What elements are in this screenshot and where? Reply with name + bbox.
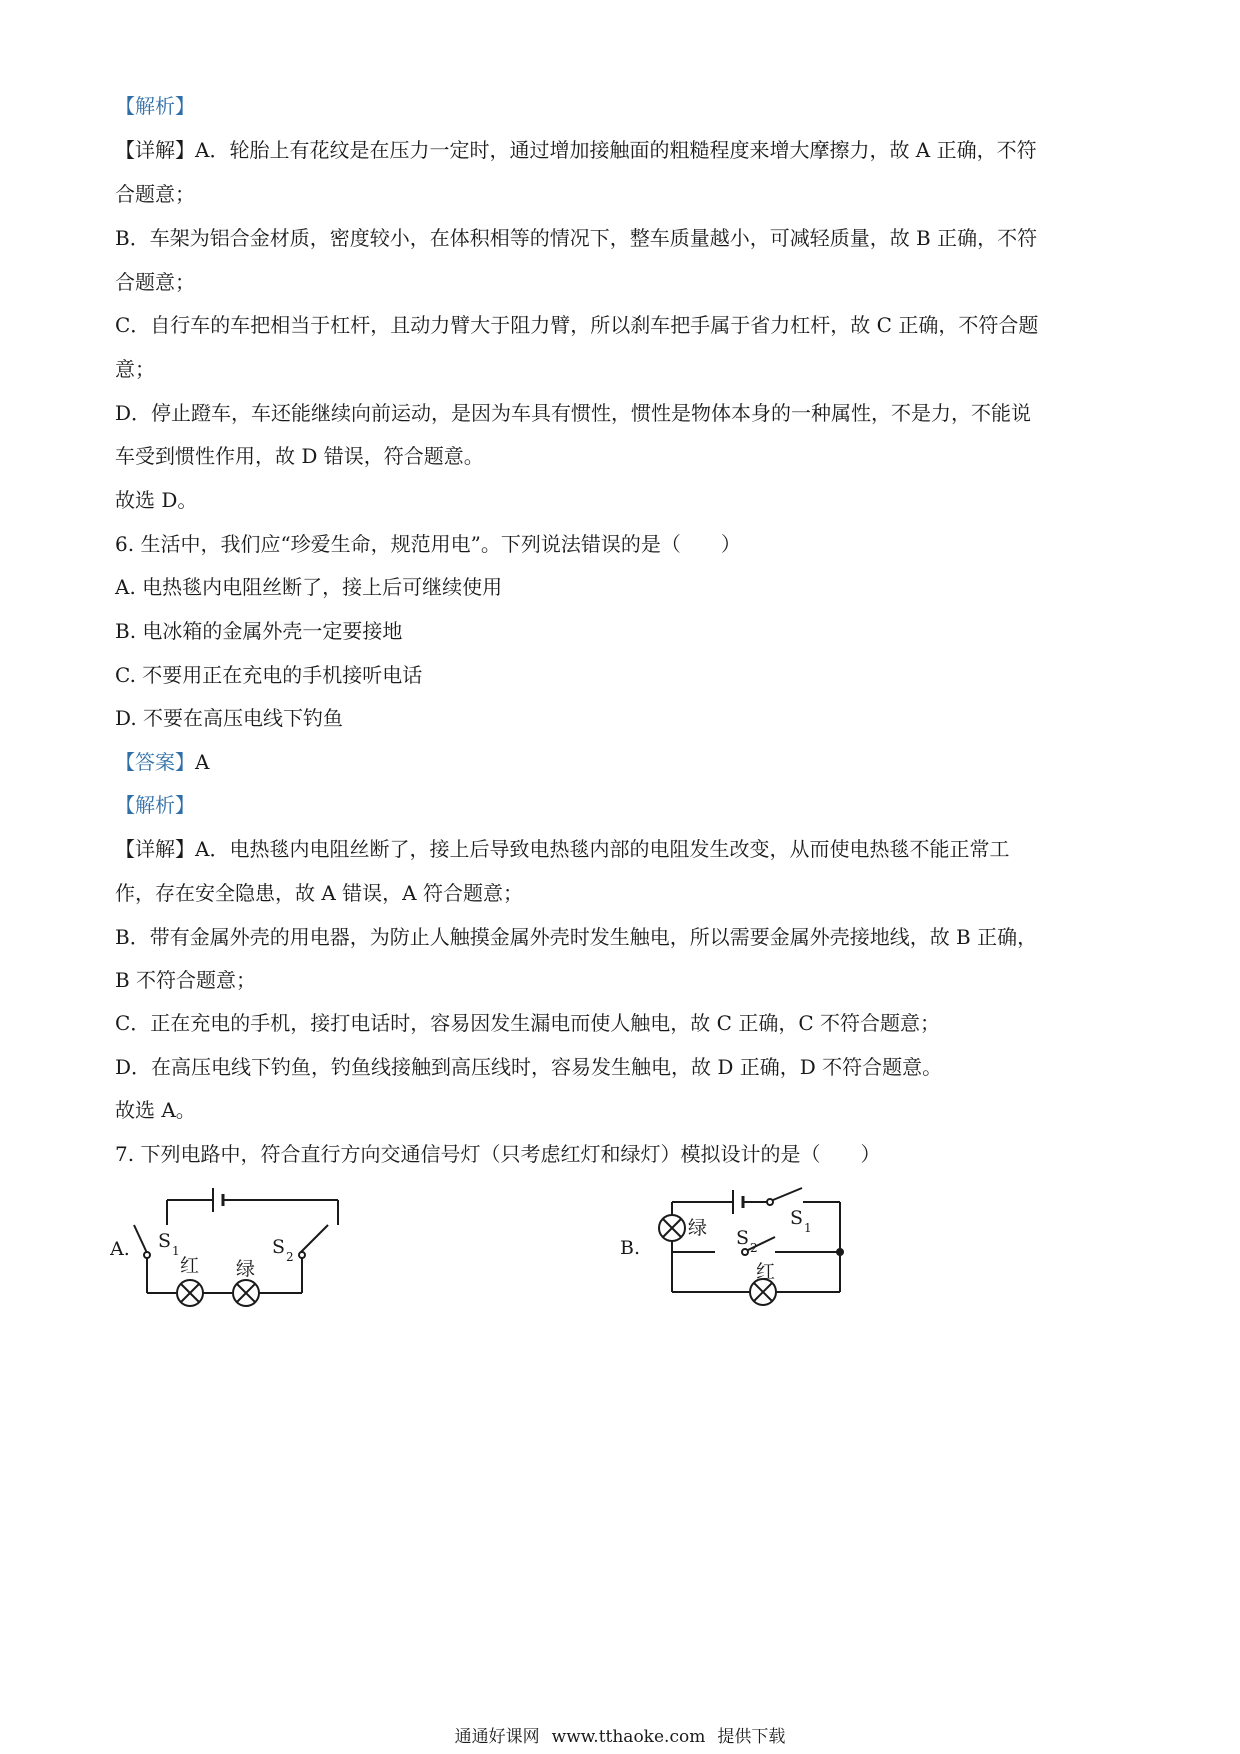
question-7-stem: 7. 下列电路中，符合直行方向交通信号灯（只考虑红灯和绿灯）模拟设计的是（ ）	[115, 1142, 881, 1166]
detail-line: 车受到惯性作用，故 D 错误，符合题意。	[115, 444, 484, 468]
detail-line: 【详解】A．轮胎上有花纹是在压力一定时，通过增加接触面的粗糙程度来增大摩擦力，故 A 正确，不符	[115, 138, 1037, 162]
switch-s2-blade	[300, 1225, 328, 1253]
lamp-green-label: 绿	[236, 1258, 256, 1280]
analysis-heading: 【解析】	[115, 94, 195, 118]
circuit-b-diagram	[620, 1180, 860, 1320]
option-b-label: B.	[620, 1237, 641, 1259]
switch-s1-subscript: 1	[804, 1221, 812, 1235]
q6-detail-line: D．在高压电线下钓鱼，钓鱼线接触到高压线时，容易发生触电，故 D 正确，D 不符合题意。	[115, 1055, 943, 1079]
switch-s1-label: S	[158, 1230, 172, 1252]
q6-option-c: C. 不要用正在充电的手机接听电话	[115, 663, 423, 687]
switch-s2-subscript: 2	[750, 1241, 758, 1255]
detail-line: 合题意；	[115, 182, 195, 206]
lamp-red-label: 红	[756, 1261, 776, 1283]
switch-s2-label: S	[272, 1236, 286, 1258]
q6-detail-line: B．带有金属外壳的用电器，为防止人触摸金属外壳时发生触电，所以需要金属外壳接地线，故 B 正确，	[115, 925, 1038, 949]
switch-s1-blade	[134, 1225, 147, 1253]
switch-s1-label: S	[790, 1207, 804, 1229]
detail-line: D．停止蹬车，车还能继续向前运动，是因为车具有惯性，惯性是物体本身的一种属性，不是力，不能说	[115, 401, 1032, 425]
detail-line: B．车架为铝合金材质，密度较小，在体积相等的情况下，整车质量越小，可减轻质量，故 B 正确，不符	[115, 226, 1038, 250]
q6-detail-line: 作，存在安全隐患，故 A 错误，A 符合题意；	[115, 881, 523, 905]
footer-note: 提供下载	[717, 1727, 786, 1747]
q6-analysis-heading: 【解析】	[115, 793, 195, 817]
conclusion-line: 故选 D。	[115, 488, 198, 512]
q6-detail-line: C．正在充电的手机，接打电话时，容易因发生漏电而使人触电，故 C 正确，C 不符合题意；	[115, 1011, 940, 1035]
switch-s1-subscript: 1	[172, 1244, 180, 1258]
q6-conclusion: 故选 A。	[115, 1098, 196, 1122]
lamp-red-label: 红	[180, 1255, 200, 1277]
q6-option-d: D. 不要在高压电线下钓鱼	[115, 706, 344, 730]
detail-line: C．自行车的车把相当于杠杆，且动力臂大于阻力臂，所以刹车把手属于省力杠杆，故 C 正确，不符合题	[115, 313, 1039, 337]
switch-s1-blade	[773, 1188, 802, 1200]
q6-option-b: B. 电冰箱的金属外壳一定要接地	[115, 619, 403, 643]
footer-site-name: 通通好课网	[454, 1727, 540, 1747]
circuit-a-diagram	[110, 1185, 370, 1315]
detail-line: 意；	[115, 357, 155, 381]
q6-answer: 【答案】A	[115, 750, 210, 774]
switch-s2-label: S	[736, 1227, 750, 1249]
q6-option-a: A. 电热毯内电阻丝断了，接上后可继续使用	[115, 575, 503, 599]
q6-detail-line: 【详解】A．电热毯内电阻丝断了，接上后导致电热毯内部的电阻发生改变，从而使电热毯不能正常工	[115, 837, 1010, 861]
q6-detail-line: B 不符合题意；	[115, 968, 257, 992]
question-6-stem: 6. 生活中，我们应“珍爱生命，规范用电”。下列说法错误的是（ ）	[115, 532, 741, 556]
switch-s2-subscript: 2	[286, 1250, 294, 1264]
detail-line: 合题意；	[115, 270, 195, 294]
option-a-label: A.	[110, 1238, 130, 1260]
footer-url[interactable]: www.tthaoke.com	[551, 1727, 706, 1747]
lamp-green-label: 绿	[688, 1217, 708, 1239]
page-footer	[0, 1726, 1240, 1748]
